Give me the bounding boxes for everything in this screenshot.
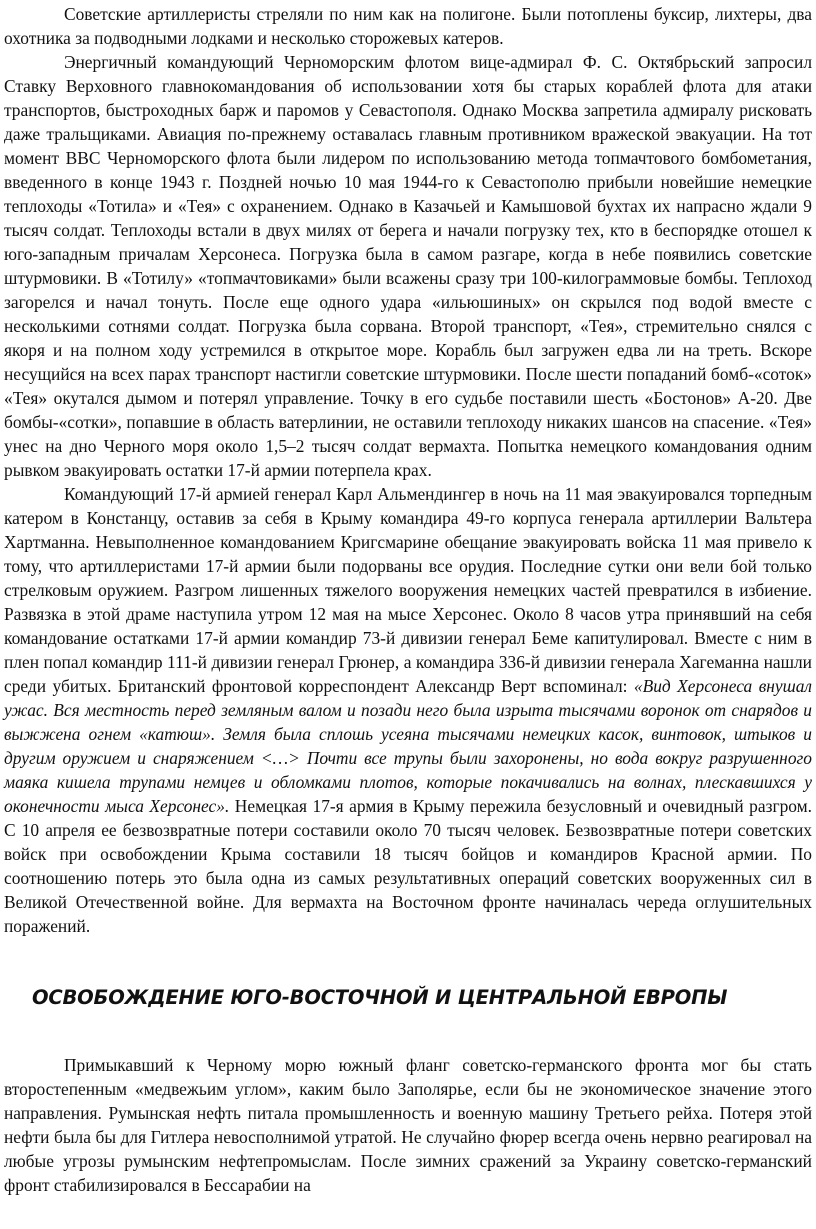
paragraph-almendinger-text-after: Немецкая 17-я армия в Крыму пережила безусловный и очевидный разгром. С 10 апреля ее безвозвратные потери составили около 70 тысяч человек. Безвозвратные потери советских войск при освобождении Крыма составили 18 тысяч бойцов и командиров Красной армии. По соотношению потерь это была одна из самых результативных операций советских вооруженных сил в Великой Отечественной войне. Для вермахта на Восточном фронте начиналась череда оглушительных поражений. [4, 796, 812, 936]
section-heading: ОСВОБОЖДЕНИЕ ЮГО-ВОСТОЧНОЙ И ЦЕНТРАЛЬНОЙ ЕВРОПЫ [32, 986, 728, 1009]
paragraph-southern-flank: Примыкавший к Черному морю южный фланг советско-германского фронта мог бы стать второстепенным «медвежьим углом», каким было Заполярье, если бы не экономическое значение этого направления. Румынская нефть питала промышленность и военную машину Третьего рейха. Потеря этой нефти была бы для Гитлера невосполнимой утратой. Не случайно фюрер всегда очень нервно реагировал на любые угрозы румынским нефтепромыслам. После зимних сражений за Украину советско-германский фронт стабилизировался в Бессарабии на [4, 1055, 812, 1195]
paragraph-oktyabrsky: Энергичный командующий Черноморским флотом вице-адмирал Ф. С. Октябрьский запросил Ставку Верховного главнокомандования об использовании хотя бы старых кораблей флота для атаки транспортов, быстроходных барж и паромов у Севастополя. Однако Москва запретила адмиралу рисковать даже тральщиками. Авиация по-прежнему оставалась главным противником вражеской эвакуации. На тот момент ВВС Черноморского флота были лидером по использованию метода топмачтового бомбометания, введенного в конце 1943 г. Поздней ночью 10 мая 1944-го к Севастополю прибыли новейшие немецкие теплоходы «Тотила» и «Тея» с охранением. Однако в Казачьей и Камышовой бухтах их напрасно ждали 9 тысяч солдат. Теплоходы встали в двух милях от берега и начали погрузку тех, кто в беспорядке отошел к юго-западным причалам Херсонеса. Погрузка была в самом разгаре, когда в небе появились советские штурмовики. В «Тотилу» «топмачтовиками» были всажены сразу три 100-килограммовые бомбы. Теплоход загорелся и начал тонуть. После еще одного удара «ильюшиных» он скрылся под водой вместе с несколькими сотнями солдат. Погрузка была сорвана. Второй транспорт, «Тея», стремительно снялся с якоря и на полном ходу устремился в открытое море. Корабль был загружен едва ли на треть. Вскоре несущийся на всех парах транспорт настигли советские штурмовики. После шести попаданий бомб-«соток» «Тея» окутался дымом и потерял управление. Точку в его судьбе поставили шесть «Бостонов» А-20. Две бомбы-«сотки», попавшие в область ватерлинии, не оставили теплоходу никаких шансов на спасение. «Тея» унес на дно Черного моря около 1,5–2 тысяч солдат вермахта. Попытка немецкого командования одним рывком эвакуировать остатки 17-й армии потерпела крах. [4, 52, 812, 480]
werth-quote: «Вид Херсонеса внушал ужас. Вся местность перед земляным валом и позади него была изрыта тысячами воронок от снарядов и выжжена огнем «катюш». Земля была сплошь усеяна тысячами немецких касок, винтовок, штыков и другим оружием и снаряжением <…> Почти все трупы были захоронены, но вода вокруг разрушенного маяка кишела трупами немцев и обломками плотов, которые покачивались на волнах, плескавшихся у оконечности мыса Херсонес». [4, 676, 812, 816]
paragraph-artillery: Советские артиллеристы стреляли по ним как на полигоне. Были потоплены буксир, лихтеры, два охотника за подводными лодками и несколько сторожевых катеров. [4, 4, 812, 48]
paragraph-almendinger [4, 482, 812, 938]
paragraph-almendinger-text-before: Командующий 17-й армией генерал Карл Альмендингер в ночь на 11 мая эвакуировался торпедным катером в Констанцу, оставив за себя в Крыму командира 49-го корпуса генерала артиллерии Вальтера Хартманна. Невыполненное командованием Кригсмарине обещание эвакуировать войска 11 мая привело к тому, что артиллеристами 17-й армии были подорваны все орудия. Последние сутки они вели бой только стрелковым оружием. Разгром лишенных тяжелого вооружения немецких частей превратился в избиение. Развязка в этой драме наступила утром 12 мая на мысе Херсонес. Около 8 часов утра принявший на себя командование остатками 17-й армии командир 73-й дивизии генерал Беме капитулировал. Вместе с ним в плен попал командир 111-й дивизии генерал Грюнер, а командира 336-й дивизии генерала Хагеманна нашли среди убитых. Британский фронтовой корреспондент Александр Верт вспоминал: [4, 484, 812, 696]
